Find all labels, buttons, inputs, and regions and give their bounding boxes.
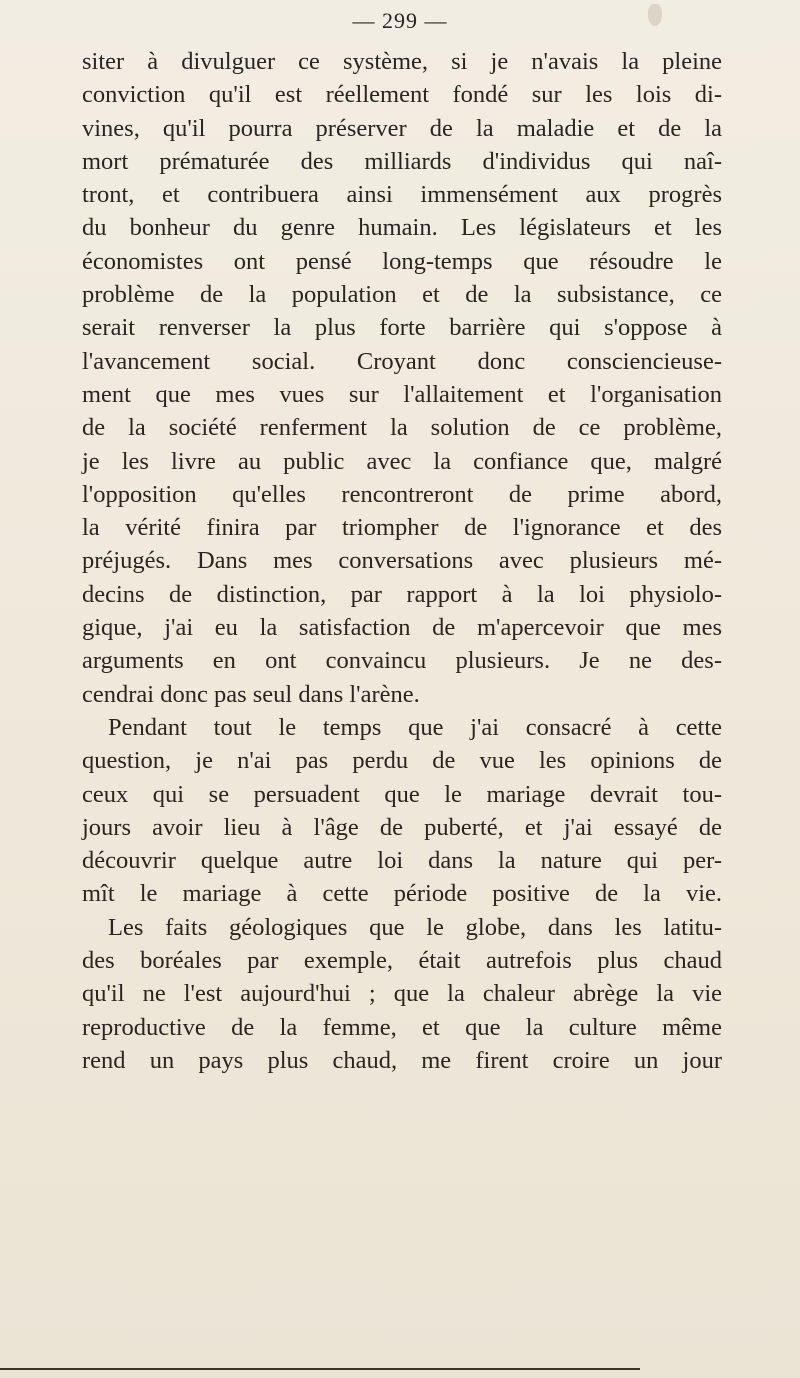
text-line: découvrir quelque autre loi dans la nature qui per- xyxy=(82,847,722,875)
page-number: — 299 — xyxy=(352,8,448,33)
page-bottom-edge xyxy=(0,1368,640,1370)
text-line: arguments en ont convaincu plusieurs. Je ne des- xyxy=(82,647,722,675)
text-line: ceux qui se persuadent que le mariage devrait tou- xyxy=(82,780,722,808)
text-line: l'avancement social. Croyant donc consciencieuse- xyxy=(82,347,722,375)
text-line: rend un pays plus chaud, me firent croire un jour xyxy=(82,1046,722,1074)
text-line: l'opposition qu'elles rencontreront de prime abord, xyxy=(82,480,722,508)
text-line: tront, et contribuera ainsi immensément aux progrès xyxy=(82,181,722,209)
text-line: serait renverser la plus forte barrière qui s'oppose à xyxy=(82,314,722,342)
text-line: gique, j'ai eu la satisfaction de m'apercevoir que mes xyxy=(82,614,722,642)
text-line: je les livre au public avec la confiance que, malgré xyxy=(82,447,722,475)
body-text xyxy=(82,45,722,1077)
text-line: mît le mariage à cette période positive de la vie. xyxy=(82,880,722,908)
paragraph-start-line: Pendant tout le temps que j'ai consacré à cette xyxy=(108,713,722,741)
text-line: problème de la population et de la subsistance, ce xyxy=(82,281,722,309)
text-line: reproductive de la femme, et que la culture même xyxy=(82,1013,722,1041)
text-line: siter à divulguer ce système, si je n'avais la pleine xyxy=(82,48,722,75)
text-line: cendrai donc pas seul dans l'arène. xyxy=(82,680,420,708)
text-line: mort prématurée des milliards d'individus qui naî- xyxy=(82,147,722,175)
text-line: du bonheur du genre humain. Les législateurs et les xyxy=(82,214,722,242)
text-line: économistes ont pensé long-temps que résoudre le xyxy=(82,247,722,275)
text-line: préjugés. Dans mes conversations avec plusieurs mé- xyxy=(82,547,722,575)
text-line: question, je n'ai pas perdu de vue les opinions de xyxy=(82,747,722,775)
text-line: decins de distinction, par rapport à la loi physiolo- xyxy=(82,580,722,608)
text-line: ment que mes vues sur l'allaitement et l'organisation xyxy=(82,380,722,408)
text-line: conviction qu'il est réellement fondé sur les lois di- xyxy=(82,81,722,109)
text-line: de la société renferment la solution de ce problème, xyxy=(82,414,722,442)
paragraph-start-line: Les faits géologiques que le globe, dans les latitu- xyxy=(108,913,722,941)
text-line: qu'il ne l'est aujourd'hui ; que la chaleur abrège la vie xyxy=(82,980,722,1008)
text-line: jours avoir lieu à l'âge de puberté, et j'ai essayé de xyxy=(82,813,722,841)
text-line: la vérité finira par triompher de l'ignorance et des xyxy=(82,514,722,542)
text-line: vines, qu'il pourra préserver de la maladie et de la xyxy=(82,114,722,142)
text-line: des boréales par exemple, était autrefois plus chaud xyxy=(82,947,722,975)
